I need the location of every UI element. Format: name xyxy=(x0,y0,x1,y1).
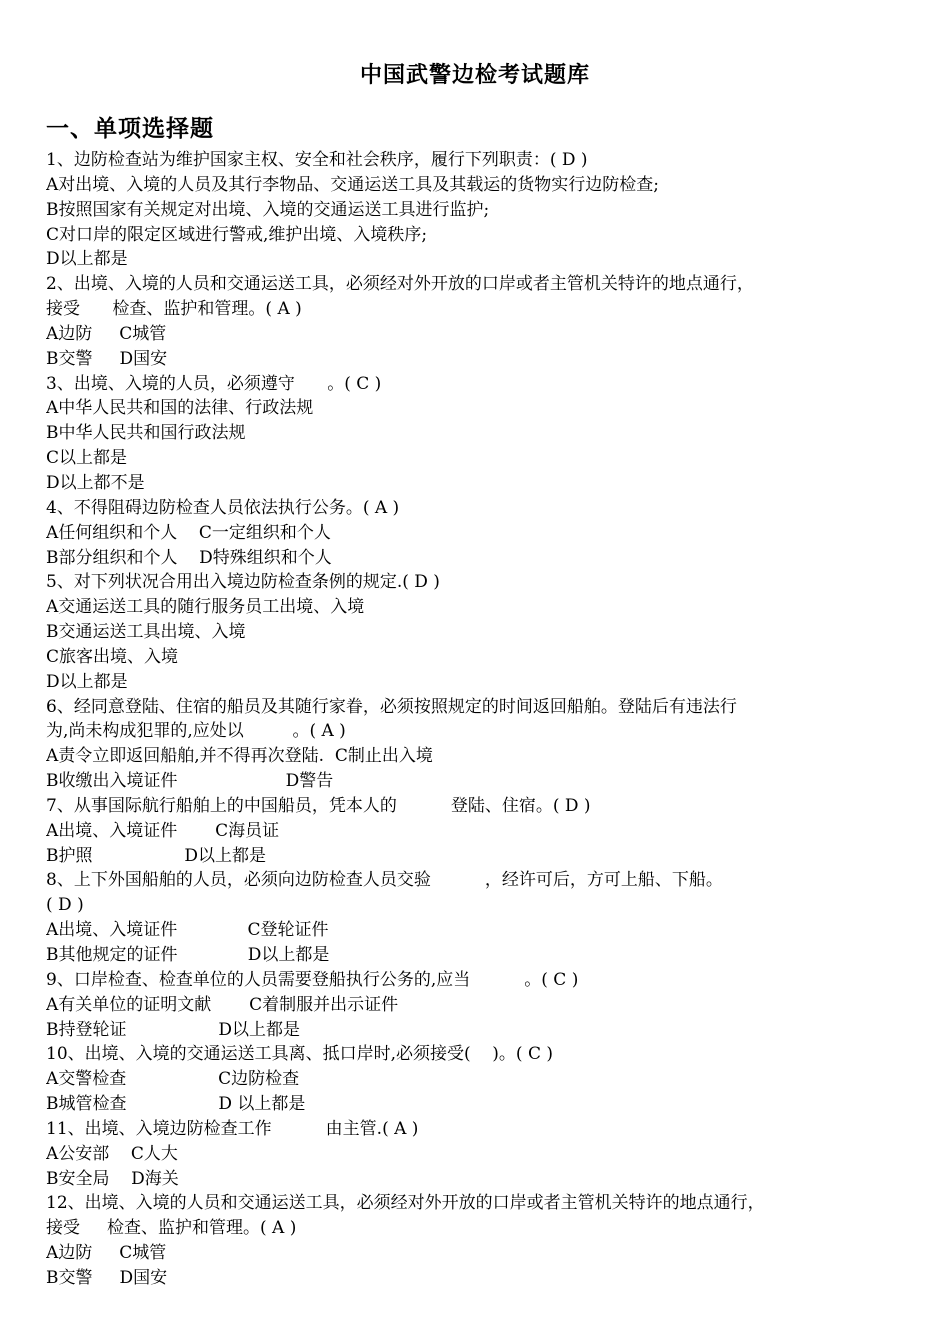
text-line: B收缴出入境证件 D警告 xyxy=(46,771,334,792)
text-line: B护照 D以上都是 xyxy=(46,845,266,866)
text-line: A交警检查 C边防检查 xyxy=(46,1069,300,1090)
text-line: B中华人民共和国行政法规 xyxy=(46,423,246,444)
text-line: B持登轮证 D以上都是 xyxy=(46,1019,300,1040)
text-line: ( D ) xyxy=(46,895,84,916)
text-line: A对出境、入境的人员及其行李物品、交通运送工具及其载运的货物实行边防检查; xyxy=(46,174,660,195)
text-line: A边防 C城管 xyxy=(46,323,167,344)
text-line: 8、上下外国船舶的人员，必须向边防检查人员交验 ，经许可后，方可上船、下船。 xyxy=(46,870,723,891)
text-line: B交警 D国安 xyxy=(46,1267,168,1288)
text-line: 11、出境、入境边防检查工作 由主管.( A ) xyxy=(46,1118,419,1139)
text-line: C对口岸的限定区域进行警戒,维护出境、入境秩序; xyxy=(46,224,428,245)
text-line: B安全局 D海关 xyxy=(46,1168,179,1189)
text-line: 10、出境、入境的交通运送工具离、抵口岸时,必须接受( )。( C ) xyxy=(46,1044,553,1065)
text-line: D以上都是 xyxy=(46,671,128,692)
text-line: A任何组织和个人 C一定组织和个人 xyxy=(46,522,331,543)
text-line: 9、口岸检查、检查单位的人员需要登船执行公务的,应当 。( C ) xyxy=(46,969,579,990)
text-line: A边防 C城管 xyxy=(46,1243,167,1264)
text-line: 6、经同意登陆、住宿的船员及其随行家眷，必须按照规定的时间返回船舶。登陆后有违法行 xyxy=(46,696,737,717)
text-line: B交通运送工具出境、入境 xyxy=(46,622,246,643)
text-line: D以上都是 xyxy=(46,249,128,270)
text-line: 为,尚未构成犯罪的,应处以 。( A ) xyxy=(46,721,346,742)
text-line: A有关单位的证明文献 C着制服并出示证件 xyxy=(46,994,399,1015)
text-line: B其他规定的证件 D以上都是 xyxy=(46,945,330,965)
text-line: D以上都不是 xyxy=(46,472,145,493)
text-line: 1、边防检查站为维护国家主权、安全和社会秩序，履行下列职责：( D ) xyxy=(46,150,588,170)
text-line: 接受 检查、监护和管理。( A ) xyxy=(46,299,302,320)
question-list xyxy=(46,148,926,1291)
text-line: 5、对下列状况合用出入境边防检查条例的规定.( D ) xyxy=(46,572,440,593)
text-line: A出境、入境证件 C海员证 xyxy=(46,820,280,841)
text-line: 接受 检查、监护和管理。( A ) xyxy=(46,1218,297,1239)
text-line: C以上都是 xyxy=(46,448,128,469)
text-line: B按照国家有关规定对出境、入境的交通运送工具进行监护; xyxy=(46,199,490,220)
document-title: 中国武警边检考试题库 xyxy=(359,63,590,88)
text-line: 4、不得阻碍边防检查人员依法执行公务。( A ) xyxy=(46,497,400,518)
text-line: A责令立即返回船舶,并不得再次登陆. C制止出入境 xyxy=(46,746,433,767)
text-line: A交通运送工具的随行服务员工出境、入境 xyxy=(46,597,365,618)
text-line: B部分组织和个人 D特殊组织和个人 xyxy=(46,547,332,568)
text-line: B交警 D国安 xyxy=(46,348,168,369)
text-line: A中华人民共和国的法律、行政法规 xyxy=(46,398,314,419)
text-line: A出境、入境证件 C登轮证件 xyxy=(46,920,329,941)
text-line: C旅客出境、入境 xyxy=(46,646,179,667)
section-heading: 一、单项选择题 xyxy=(46,116,214,142)
text-line: 12、出境、入境的人员和交通运送工具，必须经对外开放的口岸或者主管机关特许的地点通行， xyxy=(46,1193,765,1214)
text-line: 7、从事国际航行船舶上的中国船员，凭本人的 登陆、住宿。( D ) xyxy=(46,795,591,816)
text-line: B城管检查 D 以上都是 xyxy=(46,1094,306,1115)
text-line: 3、出境、入境的人员，必须遵守 。( C ) xyxy=(46,373,382,394)
text-line: 2、出境、入境的人员和交通运送工具，必须经对外开放的口岸或者主管机关特许的地点通行， xyxy=(46,274,754,295)
text-line: A公安部 C人大 xyxy=(46,1143,178,1164)
